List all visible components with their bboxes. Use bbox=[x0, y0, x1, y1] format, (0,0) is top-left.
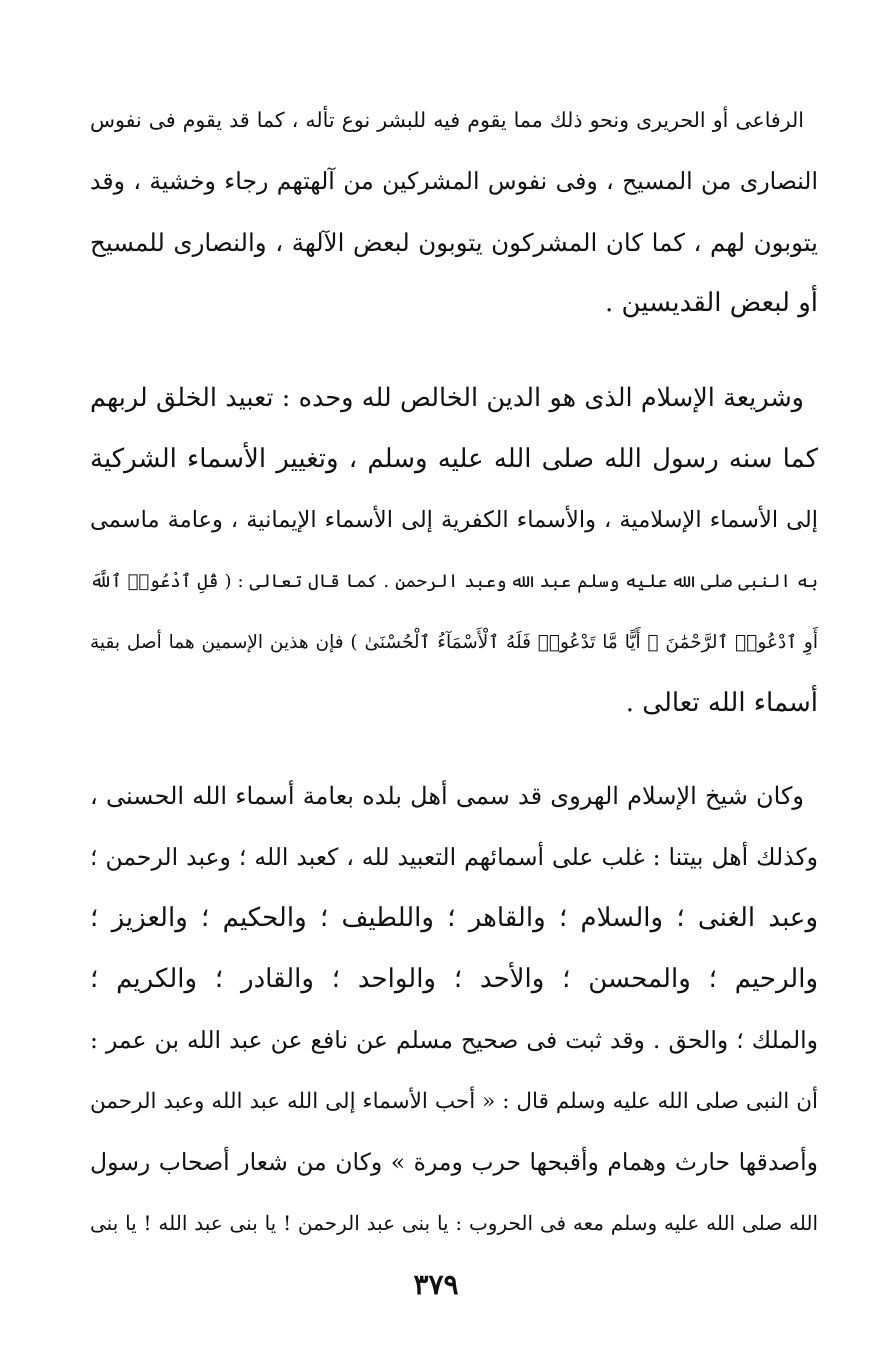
text-line: والرحيم ؛ والمحسن ؛ والأحد ؛ والواحد ؛ والقادر ؛ والكريم ؛ bbox=[90, 964, 818, 994]
text-line: أسماء الله تعالى . bbox=[625, 688, 818, 718]
text-line: وكذلك أهل بيتنا : غلب على أسمائهم التعبيد لله ، كعبد الله ؛ وعبد الرحمن ؛ bbox=[90, 843, 818, 871]
page-number: ٣٧٩ bbox=[413, 1268, 459, 1301]
text-line: وعبد الغنى ؛ والسلام ؛ والقاهر ؛ واللطيف ؛ والحكيم ؛ والعزيز ؛ bbox=[90, 903, 818, 933]
text-line: أن النبى صلى الله عليه وسلم قال : « أحب الأسماء إلى الله عبد الله وعبد الرحمن bbox=[90, 1089, 818, 1114]
text-line: به النبى صلى الله عليه وسلم عبد الله وعبد الرحمن . كما قال تعالى : ( قُلِ ٱدْعُوا۟ ٱللَّهَ bbox=[90, 571, 818, 592]
paragraph-3 bbox=[90, 766, 818, 1254]
paragraph-2 bbox=[90, 368, 818, 734]
text-line: وكان شيخ الإسلام الهروى قد سمى أهل بلده بعامة أسماء الله الحسنى ، bbox=[90, 782, 804, 810]
paragraph-1 bbox=[90, 90, 818, 334]
text-line: كما سنه رسول الله صلى الله عليه وسلم ، وتغيير الأسماء الشركية bbox=[90, 444, 818, 474]
text-line: الرفاعى أو الحريرى ونحو ذلك مما يقوم فيه للبشر نوع تأله ، كما قد يقوم فى نفوس bbox=[90, 108, 804, 132]
text-line: يتوبون لهم ، كما كان المشركون يتوبون لبعض الآلهة ، والنصارى للمسيح bbox=[90, 228, 818, 257]
text-line: النصارى من المسيح ، وفى نفوس المشركين من آلهتهم رجاء وخشية ، وقد bbox=[90, 167, 818, 195]
text-line: وأصدقها حارث وهمام وأقبحها حرب ومرة » وكان من شعار أصحاب رسول bbox=[90, 1148, 818, 1176]
text-line: وشريعة الإسلام الذى هو الدين الخالص لله وحده : تعبيد الخلق لربهم bbox=[90, 383, 804, 413]
text-line: والملك ؛ والحق . وقد ثبت فى صحيح مسلم عن نافع عن عبد الله بن عمر : bbox=[90, 1026, 818, 1054]
text-line-with-quran-verse: أَوِ ٱدْعُوا۟ ٱلرَّحْمَٰنَ ۖ أَيًّا مَّا تَدْعُوا۟ فَلَهُ ٱلْأَسْمَآءُ ٱلْحُسْنَىٰ ) فإن هذين الإسمين هما أصل بقية bbox=[90, 632, 818, 653]
text-line: أو لبعض القديسين . bbox=[604, 288, 818, 318]
text-line: الله صلى الله عليه وسلم معه فى الحروب : يا بنى عبد الرحمن ! يا بنى عبد الله ! يا بنى bbox=[90, 1211, 818, 1235]
text-line: إلى الأسماء الإسلامية ، والأسماء الكفرية إلى الأسماء الإيمانية ، وعامة ماسمى bbox=[90, 507, 818, 533]
